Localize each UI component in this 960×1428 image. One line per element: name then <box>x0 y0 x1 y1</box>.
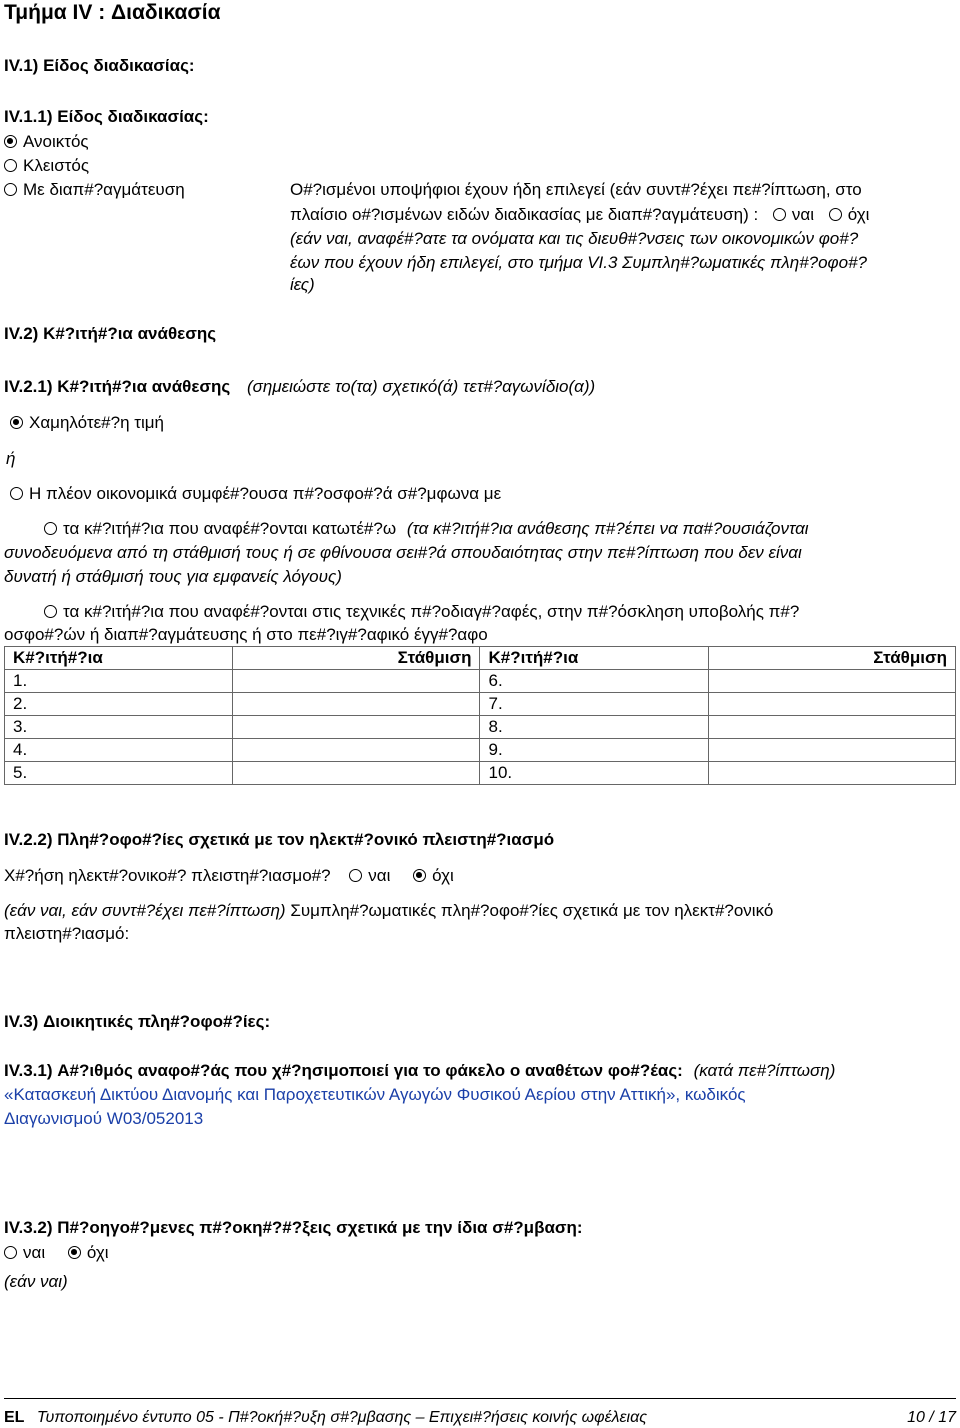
negotiated-note-italic3: ίες) <box>290 275 315 294</box>
prev-no-option[interactable] <box>68 1243 109 1262</box>
table-cell <box>233 693 480 716</box>
radio-unchecked-icon <box>44 605 57 618</box>
option-label: Χαμηλότε#?η τιμή <box>29 413 164 432</box>
auction-note-text: Συμπλη#?ωματικές πλη#?οφο#?ίες σχετικά με τον ηλεκτ#?ονικό <box>290 901 774 920</box>
option-label: ναι <box>791 205 815 224</box>
option-label: Με διαπ#?αγμάτευση <box>23 180 185 199</box>
radio-checked-icon <box>10 416 23 429</box>
table-cell <box>708 670 955 693</box>
radio-unchecked-icon <box>10 487 23 500</box>
table-cell <box>708 716 955 739</box>
table-cell: 3. <box>5 716 233 739</box>
note-no-option[interactable] <box>829 205 870 224</box>
ref-heading: IV.3.1) Α#?ιθμός αναφο#?άς που χ#?ησιμοποιεί για το φάκελο ο αναθέτων φο#?έας: <box>4 1061 683 1080</box>
radio-unchecked-icon <box>829 208 842 221</box>
table-cell <box>233 739 480 762</box>
option-label: τα κ#?ιτή#?ια που αναφέ#?ονται κατωτέ#?ω <box>63 519 397 538</box>
negotiated-note-italic2: έων που έχουν ήδη επιλεγεί, στο τμήμα VI.3 Συμπλη#?ωματικές πλη#?οφο#? <box>290 253 868 272</box>
radio-checked-icon <box>68 1246 81 1259</box>
option-label: Κλειστός <box>23 156 90 175</box>
negotiated-note-line1: Ο#?ισμένοι υποψήφιοι έχουν ήδη επιλεγεί (εάν συντ#?έχει πε#?ίπτωση, στο <box>290 180 862 199</box>
section-title: Τμήμα IV : Διαδικασία <box>4 1 221 24</box>
table-row <box>5 739 956 762</box>
meat-option-below[interactable] <box>44 519 809 539</box>
procedure-option-negotiated[interactable] <box>4 180 185 200</box>
meat-option-note3: δυνατή ή στάθμισή τους για εμφανείς λόγους) <box>4 567 342 586</box>
option-label: όχι <box>86 1243 109 1262</box>
option-note: (τα κ#?ιτή#?ια ανάθεσης π#?έπει να πα#?ουσιάζονται <box>406 519 809 538</box>
ref-italic-note: (κατά πε#?ίπτωση) <box>693 1061 836 1080</box>
prev-note: (εάν ναι) <box>4 1272 68 1291</box>
option-label: ναι <box>23 1243 46 1262</box>
or-text: ή <box>6 449 16 468</box>
prev-heading: IV.3.2) Π#?οηγο#?μενες π#?οκη#?#?ξεις σχετικά με την ίδια σ#?μβαση: <box>4 1218 583 1237</box>
table-row <box>5 670 956 693</box>
prev-options-row <box>4 1243 109 1263</box>
auction-heading: IV.2.2) Πλη#?οφο#?ίες σχετικά με τον ηλεκτ#?ονικό πλειστη#?ιασμό <box>4 830 555 849</box>
table-cell <box>233 762 480 785</box>
iv2-sub-heading-row <box>4 377 595 397</box>
radio-checked-icon <box>413 869 426 882</box>
footer-page-number: 10 / 17 <box>907 1409 956 1426</box>
auction-no-option[interactable] <box>413 866 454 885</box>
ref-value-line1: «Κατασκευή Δικτύου Διανομής και Παροχετευτικών Αγωγών Φυσικού Αερίου στην Αττική», κωδικός <box>4 1085 746 1104</box>
table-cell <box>233 716 480 739</box>
note-text: πλαίσιο ο#?ισμένων ειδών διαδικασίας με διαπ#?αγμάτευση) : <box>290 205 759 224</box>
iv1-heading: IV.1) Είδος διαδικασίας: <box>4 56 195 75</box>
iv3-heading: IV.3) Διοικητικές πλη#?οφο#?ίες: <box>4 1012 271 1031</box>
radio-unchecked-icon <box>44 522 57 535</box>
table-cell <box>708 739 955 762</box>
table-row <box>5 693 956 716</box>
table-row <box>5 762 956 785</box>
ref-value-line2: Διαγωνισμού W03/052013 <box>4 1109 204 1128</box>
auction-yes-option[interactable] <box>349 866 390 885</box>
radio-checked-icon <box>4 135 17 148</box>
radio-unchecked-icon <box>349 869 362 882</box>
table-cell: 7. <box>480 693 708 716</box>
auction-note-italic: (εάν ναι, εάν συντ#?έχει πε#?ίπτωση) <box>4 901 286 920</box>
auction-note-line2: πλειστη#?ιασμό: <box>4 924 130 943</box>
auction-question: Χ#?ήση ηλεκτ#?ονικο#? πλειστη#?ιασμο#? <box>4 866 331 885</box>
table-cell: 1. <box>5 670 233 693</box>
negotiated-note-line2 <box>290 205 869 225</box>
iv2-heading: IV.2) Κ#?ιτή#?ια ανάθεσης <box>4 324 217 343</box>
table-header-row <box>5 647 956 670</box>
table-cell: 6. <box>480 670 708 693</box>
meat-option-spec[interactable] <box>44 602 799 622</box>
procedure-option-restricted[interactable] <box>4 156 89 176</box>
option-label: Ανοικτός <box>23 132 89 151</box>
option-label: Η πλέον οικονομικά συμφέ#?ουσα π#?οσφο#?ά σ#?μφωνα με <box>29 484 502 503</box>
col-weight-2: Στάθμιση <box>708 647 955 670</box>
table-cell: 8. <box>480 716 708 739</box>
table-cell: 10. <box>480 762 708 785</box>
meat-option-spec-line2: οσφο#?ών ή διαπ#?αγμάτευσης ή στο πε#?ιγ#?αφικό έγγ#?αφο <box>4 625 488 644</box>
radio-unchecked-icon <box>4 159 17 172</box>
table-cell: 2. <box>5 693 233 716</box>
auction-note-line1 <box>4 901 773 921</box>
footer-divider <box>4 1398 956 1399</box>
ref-heading-row <box>4 1061 835 1081</box>
table-cell: 9. <box>480 739 708 762</box>
table-row <box>5 716 956 739</box>
negotiated-note-italic1: (εάν ναι, αναφέ#?ατε τα ονόματα και τις διευθ#?νσεις των οικονομικών φο#? <box>290 229 859 248</box>
criteria-lowest-price[interactable] <box>10 413 164 433</box>
prev-yes-option[interactable] <box>4 1243 45 1262</box>
iv2-sub-note: (σημειώστε το(τα) σχετικό(ά) τετ#?αγωνίδιο(α)) <box>247 377 596 396</box>
radio-unchecked-icon <box>4 183 17 196</box>
procedure-option-open[interactable] <box>4 132 89 152</box>
table-cell <box>233 670 480 693</box>
iv2-sub-heading: IV.2.1) Κ#?ιτή#?ια ανάθεσης <box>4 377 231 396</box>
radio-unchecked-icon <box>773 208 786 221</box>
option-label: ναι <box>368 866 391 885</box>
option-label: όχι <box>432 866 454 885</box>
table-cell: 4. <box>5 739 233 762</box>
option-label: όχι <box>847 205 870 224</box>
criteria-table <box>4 646 956 785</box>
col-criteria-1: Κ#?ιτή#?ια <box>5 647 233 670</box>
table-cell: 5. <box>5 762 233 785</box>
meat-option-note2: συνοδευόμενα από τη στάθμισή τους ή σε φθίνουσα σει#?ά σπουδαιότητας στην πε#?ίπτωση που δεν είναι <box>4 543 802 562</box>
note-yes-option[interactable] <box>773 205 814 224</box>
option-label: τα κ#?ιτή#?ια που αναφέ#?ονται στις τεχνικές π#?οδιαγ#?αφές, στην π#?όσκληση υποβολής π#? <box>63 602 800 621</box>
table-cell <box>708 762 955 785</box>
footer-lang: EL <box>4 1409 25 1426</box>
criteria-meat[interactable] <box>10 484 501 504</box>
radio-unchecked-icon <box>4 1246 17 1259</box>
col-weight-1: Στάθμιση <box>233 647 480 670</box>
footer-left <box>4 1409 647 1427</box>
footer-form-name: Τυποποιημένο έντυπο 05 - Π#?οκή#?υξη σ#?μβασης – Επιχει#?ήσεις κοινής ωφέλειας <box>36 1409 647 1426</box>
col-criteria-2: Κ#?ιτή#?ια <box>480 647 708 670</box>
table-cell <box>708 693 955 716</box>
auction-question-row <box>4 866 454 886</box>
iv1-sub-heading: IV.1.1) Είδος διαδικασίας: <box>4 107 209 126</box>
